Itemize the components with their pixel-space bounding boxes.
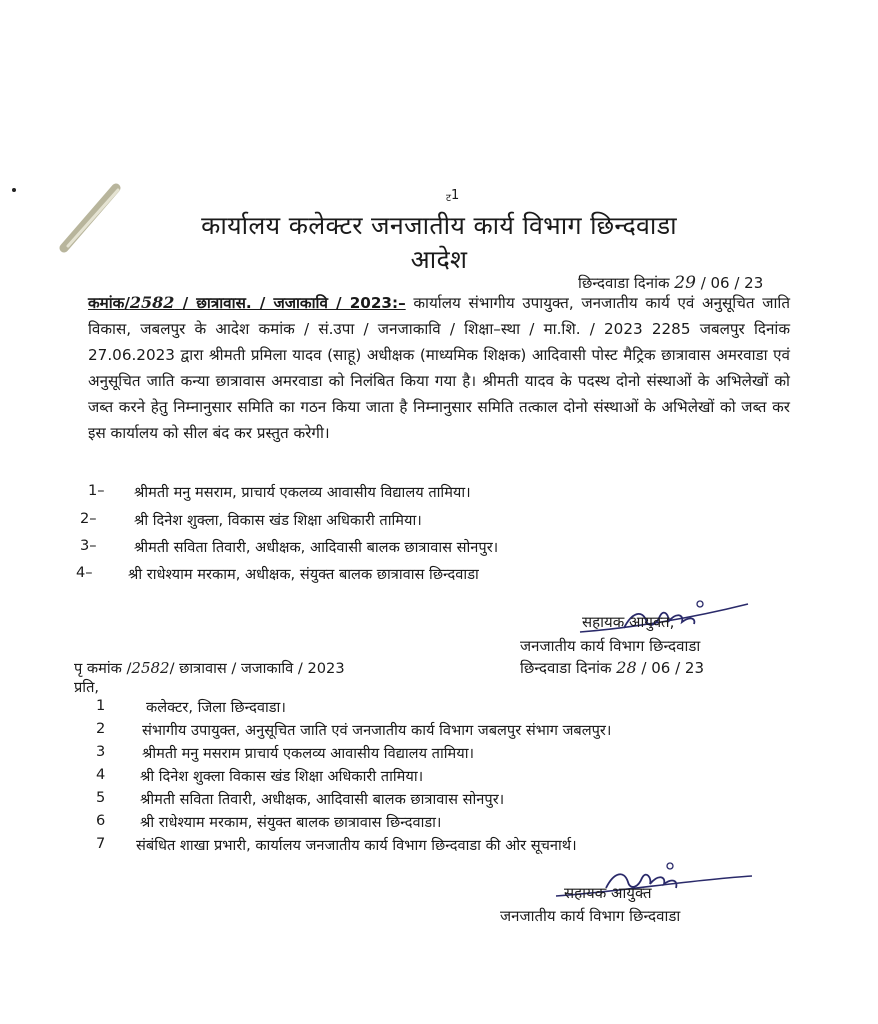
committee-item: श्री दिनेश शुक्ला, विकास खंड शिक्षा अधिकारी तामिया। — [134, 512, 422, 529]
copy-to-label: प्रति, — [74, 679, 100, 696]
recipient-num: 4 — [96, 766, 106, 783]
handwritten-ref-number: 2582 — [129, 293, 175, 312]
handwritten-day: 28 — [616, 658, 637, 677]
committee-item-num: 4– — [76, 564, 93, 581]
recipient-num: 1 — [96, 697, 106, 714]
handwritten-ref-number: 2582 — [131, 659, 170, 677]
recipient-num: 2 — [96, 720, 106, 737]
page-number: ट1 — [446, 188, 460, 204]
recipient-item: श्री दिनेश शुक्ला विकास खंड शिक्षा अधिकारी तामिया। — [140, 768, 424, 785]
ink-dot — [12, 188, 16, 192]
recipient-item: श्रीमती मनु मसराम प्राचार्य एकलव्य आवासीय विद्यालय तामिया। — [142, 745, 475, 762]
committee-item: श्री राधेश्याम मरकाम, अधीक्षक, संयुक्त बालक छात्रावास छिन्दवाडा — [128, 566, 479, 583]
recipient-item: श्रीमती सविता तिवारी, अधीक्षक, आदिवासी बालक छात्रावास सोनपुर। — [140, 791, 505, 808]
recipient-num: 7 — [96, 835, 106, 852]
signatory-designation: सहायक आयुक्त — [564, 884, 652, 902]
copy-ref: पृ कमांक /2582/ छात्रावास / जजाकावि / 2023 — [74, 659, 345, 677]
recipient-num: 6 — [96, 812, 106, 829]
order-date: छिन्दवाडा दिनांक 29 / 06 / 23 — [578, 273, 764, 293]
signature-date: छिन्दवाडा दिनांक 28 / 06 / 23 — [520, 658, 704, 677]
recipient-item: संभागीय उपायुक्त, अनुसूचित जाति एवं जनजातीय कार्य विभाग जबलपुर संभाग जबलपुर। — [142, 722, 612, 739]
order-heading: आदेश — [410, 245, 468, 274]
signatory-department: जनजातीय कार्य विभाग छिन्दवाडा — [500, 907, 681, 925]
order-ref: कमांक/2582 / छात्रावास. / जजाकावि / 2023:– — [88, 293, 406, 312]
committee-item-num: 1– — [88, 482, 105, 499]
signatory-department: जनजातीय कार्य विभाग छिन्दवाडा — [520, 637, 701, 655]
committee-item-num: 3– — [80, 537, 97, 554]
order-body — [88, 290, 790, 446]
signatory-designation: सहायक आयुक्त, — [582, 613, 675, 631]
recipient-item: कलेक्टर, जिला छिन्दवाडा। — [146, 699, 286, 716]
recipient-num: 3 — [96, 743, 106, 760]
committee-item: श्रीमती मनु मसराम, प्राचार्य एकलव्य आवासीय विद्यालय तामिया। — [134, 484, 471, 501]
office-title: कार्यालय कलेक्टर जनजातीय कार्य विभाग छिन्दवाडा — [201, 211, 677, 240]
order-body-text: कार्यालय संभागीय उपायुक्त, जनजातीय कार्य एवं अनुसूचित जाति विकास, जबलपुर के आदेश कमांक / सं.उपा / जनजाकावि / शिक्षा–स्था / मा.शि. / 2023 2285 जबलपुर दिनांक 27.06.2023 द्वारा श्रीमती प्रमिला यादव (साहू) अधीक्षक (माध्यमिक शिक्षक) आदिवासी पोस्ट मैट्रिक छात्रावास अमरवाडा एवं अनुसूचित जाति कन्या छात्रावास अमरवाडा को निलंबित किया गया है। श्रीमती यादव के पदस्थ दोनो संस्थाओं के अभिलेखों को जब्त करने हेतु निम्नानुसार समिति का गठन किया जाता है निम्नानुसार समिति तत्काल दोनो संस्थाओं के अभिलेखों को जब्त कर इस कार्यालय को सील बंद कर प्रस्तुत करेगी। — [88, 294, 790, 442]
handwritten-day: 29 — [674, 273, 696, 293]
committee-item: श्रीमती सविता तिवारी, अधीक्षक, आदिवासी बालक छात्रावास सोनपुर। — [134, 539, 499, 556]
recipient-item: संबंधित शाखा प्रभारी, कार्यालय जनजातीय कार्य विभाग छिन्दवाडा की ओर सूचनार्थ। — [136, 837, 577, 854]
committee-item-num: 2– — [80, 510, 97, 527]
recipient-item: श्री राधेश्याम मरकाम, संयुक्त बालक छात्रावास छिन्दवाडा। — [140, 814, 442, 831]
recipient-num: 5 — [96, 789, 106, 806]
